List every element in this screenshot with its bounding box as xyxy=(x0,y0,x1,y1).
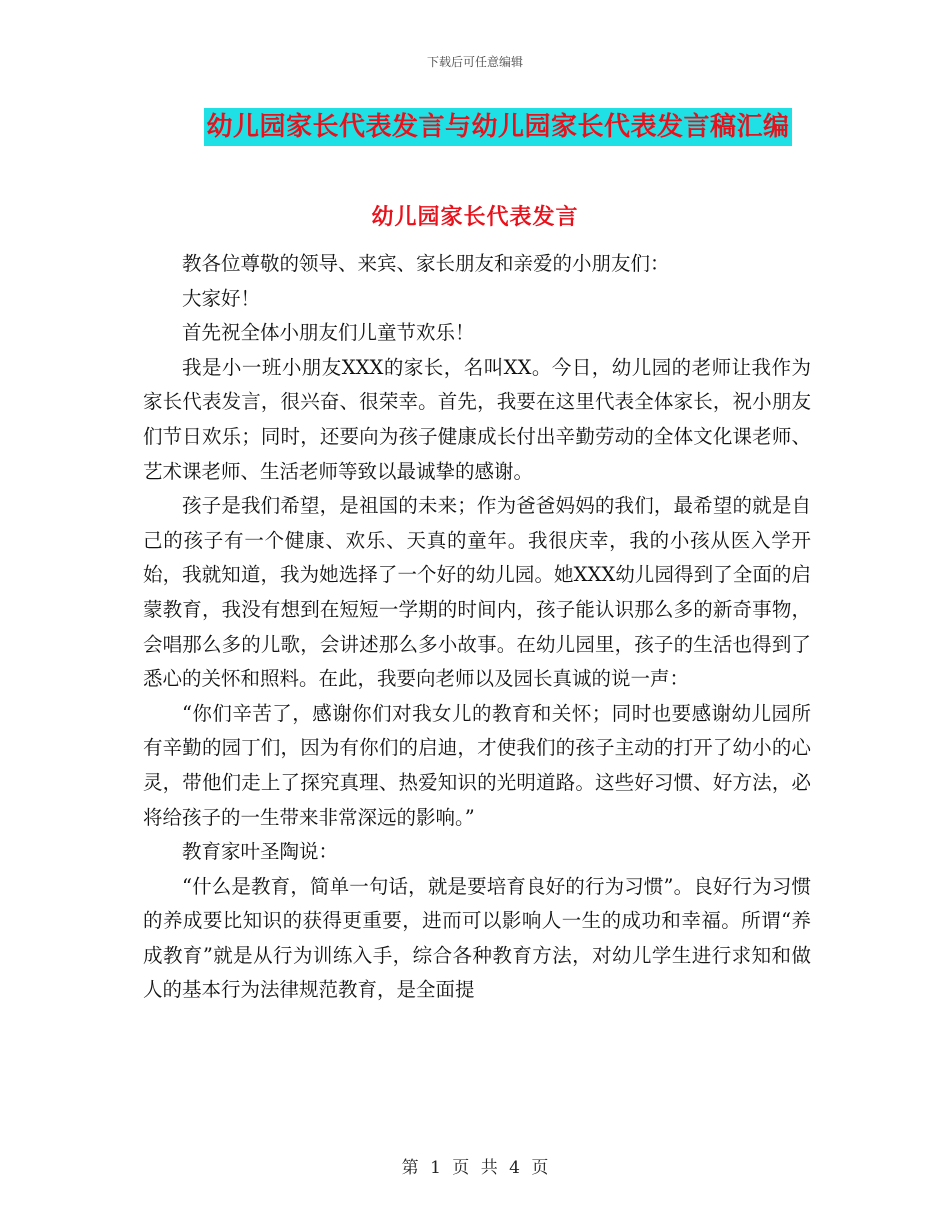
paragraph-thanks-quote: “你们辛苦了，感谢你们对我女儿的教育和关怀；同时也要感谢幼儿园所有辛勤的园丁们，因为有你们的启迪，才使我们的孩子主动的打开了幼小的心灵，带他们走上了探究真理、热爱知识的光明道路。这些好习惯、好方法，必将给孩子的一生带来非常深远的影响。” xyxy=(143,701,811,829)
paragraph-salutation: 教各位尊敬的领导、来宾、家长朋友和亲爱的小朋友们： xyxy=(182,252,670,275)
paragraph-introduction: 我是小一班小朋友XXX的家长，名叫XX。今日，幼儿园的老师让我作为家长代表发言，很兴奋、很荣幸。首先，我要在这里代表全体家长，祝小朋友们节日欢乐；同时，还要向为孩子健康成长付出辛勤劳动的全体文化课老师、艺术课老师、生活老师等致以最诚挚的感谢。 xyxy=(143,355,811,483)
paragraph-wishes: 首先祝全体小朋友们儿童节欢乐！ xyxy=(182,321,475,345)
document-body xyxy=(143,247,811,1008)
paragraph-greeting: 大家好！ xyxy=(182,286,261,310)
document-title: 幼儿园家长代表发言与幼儿园家长代表发言稿汇编 xyxy=(204,108,791,146)
page-header-note: 下载后可任意编辑 xyxy=(426,55,523,69)
page-number: 第 1 页 共 4 页 xyxy=(401,1158,549,1178)
paragraph-habits: “什么是教育，简单一句话，就是要培育良好的行为习惯”。良好行为习惯的养成要比知识的获得更重要，进而可以影响人一生的成功和幸福。所谓“养成教育”就是从行为训练入手，综合各种教育方法，对幼儿学生进行求知和做人的基本行为法律规范教育，是全面提 xyxy=(143,874,811,1002)
section-title: 幼儿园家长代表发言 xyxy=(371,204,579,230)
paragraph-hope: 孩子是我们希望，是祖国的未来；作为爸爸妈妈的我们，最希望的就是自己的孩子有一个健康、欢乐、天真的童年。我很庆幸，我的小孩从医入学开始，我就知道，我为她选择了一个好的幼儿园。她XXX幼儿园得到了全面的启蒙教育，我没有想到在短短一学期的时间内，孩子能认识那么多的新奇事物，会唱那么多的儿歌，会讲述那么多小故事。在幼儿园里，孩子的生活也得到了悉心的关怀和照料。在此，我要向老师以及园长真诚的说一声： xyxy=(143,494,811,691)
paragraph-educator: 教育家叶圣陶说： xyxy=(182,840,339,864)
document-title-container xyxy=(0,108,950,146)
